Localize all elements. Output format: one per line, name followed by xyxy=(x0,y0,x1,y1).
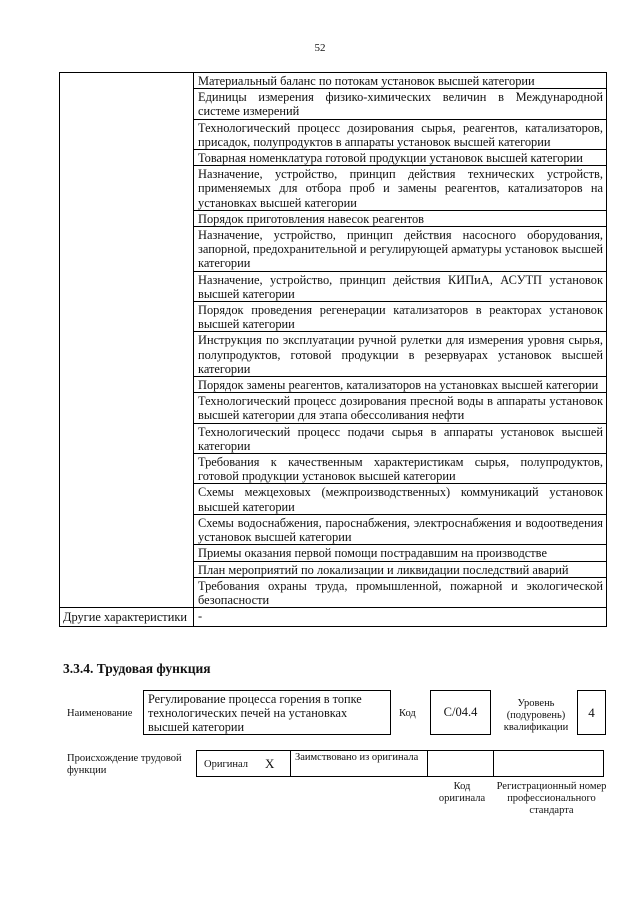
knowledge-row xyxy=(60,393,607,423)
knowledge-label-cell xyxy=(60,89,194,119)
knowledge-item: Технологический процесс подачи сырья в аппараты установок высшей категории xyxy=(194,423,607,453)
knowledge-label-cell xyxy=(60,484,194,514)
knowledge-row xyxy=(60,332,607,377)
knowledge-row xyxy=(60,377,607,393)
borrowed-label: Заимствовано из оригинала xyxy=(295,752,419,763)
knowledge-item: Требования охраны труда, промышленной, пожарной и экологической безопасности xyxy=(194,577,607,607)
other-characteristics-value: - xyxy=(194,608,607,627)
original-mark: Х xyxy=(265,756,275,771)
knowledge-item: Инструкция по эксплуатации ручной рулетки для измерения уровня сырья, полупродуктов, готовой продукции в резервуарах установок высшей категории xyxy=(194,332,607,377)
origin-row xyxy=(197,750,606,777)
knowledge-label-cell xyxy=(60,150,194,166)
knowledge-item: Порядок проведения регенерации катализаторов в реакторах установок высшей категории xyxy=(194,302,607,332)
other-characteristics-label: Другие характеристики xyxy=(60,608,194,627)
original-code-caption: Код оригинала xyxy=(438,781,486,804)
page-number: 52 xyxy=(314,42,326,54)
knowledge-row xyxy=(60,484,607,514)
knowledge-label-cell xyxy=(60,271,194,301)
knowledge-row xyxy=(60,271,607,301)
knowledge-label-cell xyxy=(60,332,194,377)
name-label: Наименование xyxy=(67,708,133,719)
knowledge-table xyxy=(59,72,607,627)
section-title: 3.3.4. Трудовая функция xyxy=(63,661,211,676)
knowledge-item: Приемы оказания первой помощи пострадавшим на производстве xyxy=(194,545,607,561)
knowledge-label-cell xyxy=(60,377,194,393)
knowledge-row xyxy=(60,227,607,272)
knowledge-label-cell xyxy=(60,302,194,332)
knowledge-label-cell xyxy=(60,73,194,89)
knowledge-row xyxy=(60,561,607,577)
knowledge-item: Требования к качественным характеристикам сырья, полупродуктов, готовой продукции установок высшей категории xyxy=(194,454,607,484)
knowledge-label-cell xyxy=(60,166,194,211)
knowledge-row xyxy=(60,545,607,561)
registration-number-cell xyxy=(493,750,604,777)
knowledge-item: Схемы водоснабжения, пароснабжения, электроснабжения и водоотведения установок высшей категории xyxy=(194,514,607,544)
registration-number-caption: Регистрационный номер профессионального стандарта xyxy=(496,781,607,816)
knowledge-label-cell xyxy=(60,514,194,544)
knowledge-row xyxy=(60,577,607,607)
knowledge-item: Технологический процесс дозирования пресной воды в аппараты установок высшей категории для этапа обессоливания нефти xyxy=(194,393,607,423)
knowledge-row xyxy=(60,119,607,149)
knowledge-item: Назначение, устройство, принцип действия насосного оборудования, запорной, предохранительной и регулирующей арматуры установок высшей категории xyxy=(194,227,607,272)
knowledge-label-cell xyxy=(60,119,194,149)
knowledge-row xyxy=(60,454,607,484)
knowledge-item: План мероприятий по локализации и ликвидации последствий аварий xyxy=(194,561,607,577)
knowledge-label-cell xyxy=(60,423,194,453)
knowledge-item: Единицы измерения физико-химических величин в Международной системе измерений xyxy=(194,89,607,119)
knowledge-row xyxy=(60,302,607,332)
knowledge-row xyxy=(60,423,607,453)
function-code-value: С/04.4 xyxy=(430,690,491,735)
other-characteristics-row xyxy=(60,608,607,627)
knowledge-row xyxy=(60,150,607,166)
knowledge-row xyxy=(60,514,607,544)
knowledge-table-body xyxy=(60,73,607,627)
knowledge-item: Схемы межцеховых (межпроизводственных) коммуникаций установок высшей категории xyxy=(194,484,607,514)
knowledge-item: Материальный баланс по потокам установок высшей категории xyxy=(194,73,607,89)
function-name-value: Регулирование процесса горения в топке технологических печей на установках высшей категории xyxy=(143,690,391,735)
qualification-level-value: 4 xyxy=(577,690,606,735)
code-label: Код xyxy=(399,708,416,719)
knowledge-item: Порядок приготовления навесок реагентов xyxy=(194,210,607,226)
original-cell xyxy=(196,750,291,777)
knowledge-label-cell xyxy=(60,210,194,226)
knowledge-label-cell xyxy=(60,227,194,272)
knowledge-row xyxy=(60,166,607,211)
origin-label: Происхождение трудовой функции xyxy=(67,753,182,776)
original-code-cell xyxy=(427,750,494,777)
knowledge-row xyxy=(60,89,607,119)
knowledge-row xyxy=(60,73,607,89)
qualification-level-label: Уровень (подуровень) квалификации xyxy=(503,698,569,733)
knowledge-item: Технологический процесс дозирования сырья, реагентов, катализаторов, присадок, полупродуктов в аппараты установок высшей категории xyxy=(194,119,607,149)
knowledge-label-cell xyxy=(60,561,194,577)
borrowed-cell xyxy=(290,750,428,777)
knowledge-label-cell xyxy=(60,545,194,561)
original-label: Оригинал xyxy=(204,759,248,770)
knowledge-row xyxy=(60,210,607,226)
knowledge-item: Порядок замены реагентов, катализаторов на установках высшей категории xyxy=(194,377,607,393)
knowledge-label-cell xyxy=(60,454,194,484)
knowledge-item: Назначение, устройство, принцип действия КИПиА, АСУТП установок высшей категории xyxy=(194,271,607,301)
knowledge-item: Назначение, устройство, принцип действия технических устройств, применяемых для отбора проб и замены реагентов, катализаторов на установках высшей категории xyxy=(194,166,607,211)
knowledge-label-cell xyxy=(60,577,194,607)
knowledge-item: Товарная номенклатура готовой продукции установок высшей категории xyxy=(194,150,607,166)
knowledge-label-cell xyxy=(60,393,194,423)
